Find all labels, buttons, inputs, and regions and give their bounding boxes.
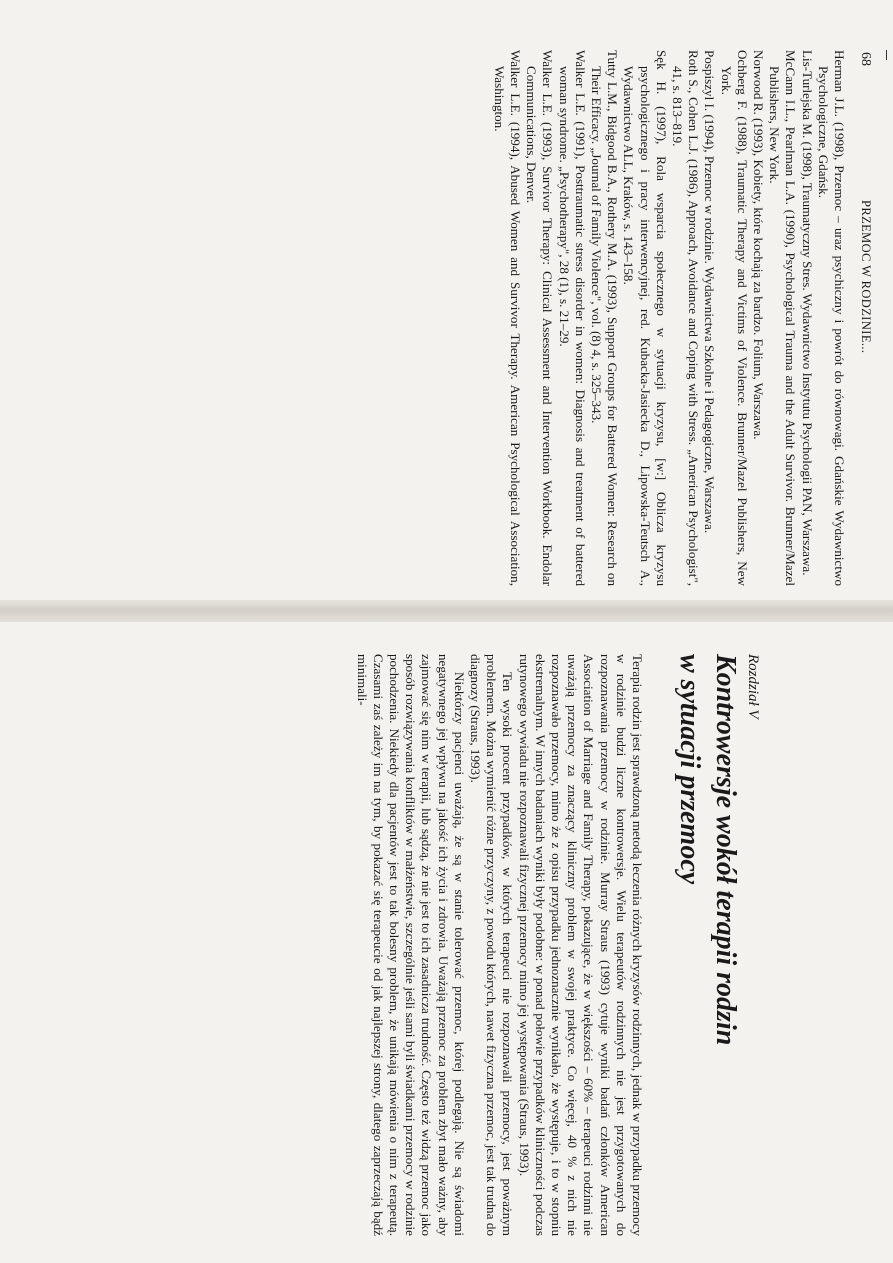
reference-entry: Walker L.E. (1991), Posttraumatic stress disorder in women: Diagnosis and treatment of battered woman syndrome. „Psychotherapy", 28 (1), s. 21–29. [556,50,588,586]
reference-entry: Tutty L.M., Bidgood B.A., Rothery M.A. (1993), Support Groups for Battered Women: Research on Their Efficacy. „Journal of Family Violence", vol. (8) 4, s. 325–343. [588,50,621,586]
reference-entry: Ochberg F. (1988), Traumatic Therapy and Victims of Violence. Brunner/Mazel Publishers, New York. [718,50,750,586]
chapter-label: Rozdział V [745,654,761,719]
page-number: 68 [858,52,873,66]
reference-entry: Herman J.L. (1998), Przemoc – uraz psychiczny i powrót do równowagi. Gdańskie Wydawnictwo Psychologiczne, Gdańsk. [815,50,847,586]
reference-entry: Lis-Turlejska M. (1998), Traumatyczny Stres. Wydawnictwo Instytutu Psychologii PAN, Warszawa. [799,50,815,576]
paragraph: Niektórzy pacjenci uważają, że są w stanie tolerować przemoc, której podlegają. Nie są świadomi negatywnego jej wpływu na jakość ich życia i zdrowia. Uważają przemoc za problem zbyt mało ważny, aby zajmować się nim w terapii, lub sądzą, że nie jest to ich zasadnicza trudność. Często też widzą przemoc jako sposób rozwiązywania konfliktów w małżeństwie, szczególnie jeśli sami byli świadkami przemocy w rodzinie pochodzenia. Niekiedy dla pacjentów jest to tak bolesny problem, że unikają mówienia o nim z terapeutą. Czasami zaś zależy im na tym, by pokazać się terapeucie od jak najlepszej strony, dlatego zaprzeczają bądź minimali- [354,654,467,1236]
paragraph: Terapia rodzin jest sprawdzoną metodą leczenia różnych kryzysów rodzinnych, jednak w przypadku przemocy w rodzinie budzi liczne kontrowersje. Wielu terapeutów rodzinnych nie jest przygotowanych do rozpoznawania przemocy w rodzinie. Murray Straus (1993) cytuje wyniki badań członków American Association of Marriage and Family Therapy, pokazujące, że w większości – 60% – terapeuci rodzinni nie uważają przemocy za znaczący kliniczny problem w swojej praktyce. Co więcej, 40 % z nich nie rozpoznawało przemocy, mimo że z opisu przypadku jednoznacznie wynikało, że występuje, i to w stopniu ekstremalnym. W innych badaniach wyniki były podobne: w ponad połowie przypadków kliniczności podczas rutynowego wywiadu nie rozpoznawali fizycznej przemocy mimo jej występowania (Straus, 1993). [516,654,645,1236]
book-gutter [0,600,893,622]
reference-list [491,50,847,586]
chapter-title [671,654,743,1254]
chapter-title-line: Kontrowersje wokół terapii rodzin [710,654,741,1046]
reference-entry: Pospiszyl I. (1994), Przemoc w rodzinie. Wydawnictwa Szkolne i Pedagogiczne, Warszawa. [702,50,718,534]
reference-entry: Sęk H. (1997), Rola wsparcia społecznego w sytuacji kryzysu, [w:] Oblicza kryzysu psychologicznego i pracy interwencyjnej, red. Kubacka-Jasiecka D., Lipowska-Teutsch A., Wydawnictwo ALL, Kraków, s. 143–158. [621,50,669,586]
reference-entry: Norwood R. (1993), Kobiety, które kochają za bardzo. Folium, Warszawa. [750,50,766,440]
chapter-title-line: w sytuacji przemocy [674,654,705,885]
reference-entry: Walker L.E. (1994), Abused Women and Survivor Therapy. American Psychological Association, Washington. [491,50,523,586]
reference-entry: Walker L.E. (1993), Survivor Therapy: Clinical Assessment and Intervention Workbook. Endolar Communications, Denver. [524,50,556,586]
body-text [353,654,645,1236]
reference-entry: Roth S., Cohen L.J. (1986), Approach, Avoidance and Coping with Stress. „American Psychologist", 41, s. 813–819. [669,50,702,586]
paragraph: Ten wysoki procent przypadków, w których terapeuci nie rozpoznawali przemocy, jest poważnym problemem. Można wymienić różne przyczyny, z powodu których, nawet fizyczna przemoc, jest tak trudna do diagnozy (Straus, 1993). [467,654,516,1236]
crop-mark [886,50,887,60]
reference-entry: McCann I.L., Pearlman L.A. (1990), Psychological Trauma and the Adult Survivor. Brunner/Mazel Publishers, New York. [767,50,799,586]
right-page [0,622,893,1263]
running-head: PRZEMOC W RODZINIE... [859,200,873,354]
left-page [0,0,893,600]
